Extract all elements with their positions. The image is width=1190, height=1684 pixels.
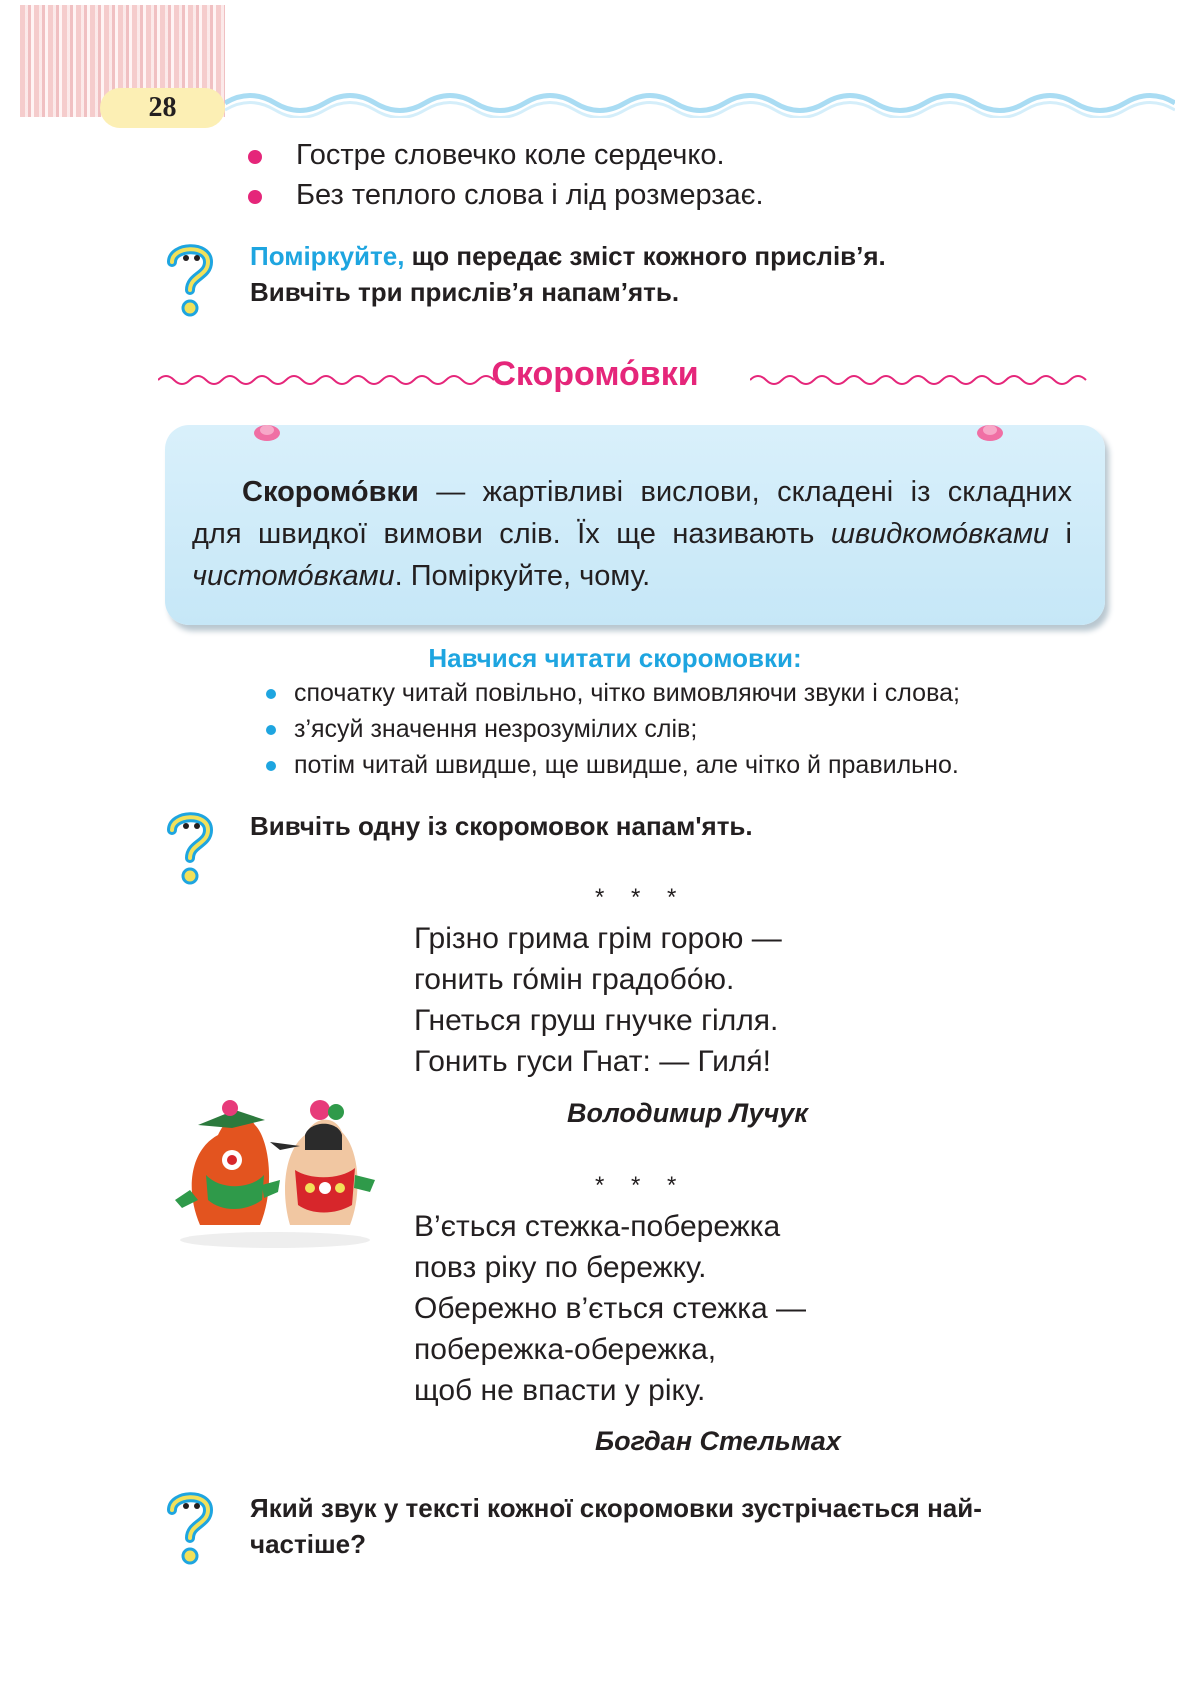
proverb-item: Без теплого слова і лід розмерзає. xyxy=(248,176,764,214)
poem-line: Гонить гуси Гнат: — Гиля́! xyxy=(414,1045,771,1078)
task-instruction-line: частіше? xyxy=(250,1529,366,1559)
page-number: 28 xyxy=(100,88,225,128)
poem-author: Богдан Стельмах xyxy=(595,1426,841,1456)
definition-text: Скоромо́вки — жартівливі вислови, складені із складних для швидкої вимови слів. Їх ще називають швидкомо́вками і чистомо́вками. Поміркуйте, чому. xyxy=(192,476,1073,592)
poem-line: В’ється стежка-побережка xyxy=(414,1210,781,1243)
poem-line: повз ріку по бережку. xyxy=(414,1251,707,1284)
poem-line: Обережно в’ється стежка — xyxy=(414,1292,807,1325)
tips-heading: Навчися читати скоромовки: xyxy=(428,643,802,673)
folk-toy-figures-illustration xyxy=(170,1080,380,1250)
question-mark-icon xyxy=(160,1488,220,1568)
task-instruction-line: Вивчіть три прислів’я напам’ять. xyxy=(250,277,680,307)
blue-bullet-icon xyxy=(266,689,276,699)
blue-bullet-icon xyxy=(266,761,276,771)
proverb-item: Гостре словечко коле сердечко. xyxy=(248,136,725,174)
poem-line: гонить го́мін градобо́ю. xyxy=(414,963,735,996)
poem-line: побережка-обережка, xyxy=(414,1333,717,1366)
poem-stars: * * * xyxy=(595,884,687,911)
task-instruction: Який звук у тексті кожної скоромовки зустрічається най- xyxy=(250,1493,982,1523)
poem-line: Гнеться груш гнучке гілля. xyxy=(414,1004,779,1037)
task-instruction: Поміркуйте, що передає зміст кожного прислів’я. xyxy=(250,241,886,271)
flower-icon xyxy=(252,422,282,444)
poem-author: Володимир Лучук xyxy=(567,1098,808,1128)
tip-item: потім читай швидше, ще швидше, але чітко й правильно. xyxy=(266,747,959,783)
blue-bullet-icon xyxy=(266,725,276,735)
poem-line: щоб не впасти у ріку. xyxy=(414,1374,706,1407)
pink-bullet-icon xyxy=(248,190,262,204)
tip-item: спочатку читай повільно, чітко вимовляючи звуки і слова; xyxy=(266,675,960,711)
section-title: Скоромо́вки xyxy=(491,355,699,393)
poem-line: Грізно грима грім горою — xyxy=(414,922,782,955)
tip-item: з’ясуй значення незрозумілих слів; xyxy=(266,711,697,747)
decorative-wave-border xyxy=(225,88,1175,118)
poem-stars: * * * xyxy=(595,1172,687,1199)
pink-bullet-icon xyxy=(248,150,262,164)
question-mark-icon xyxy=(160,808,220,888)
task-instruction: Вивчіть одну із скоромовок напам'ять. xyxy=(250,811,753,841)
flower-icon xyxy=(975,422,1005,444)
question-mark-icon xyxy=(160,240,220,320)
